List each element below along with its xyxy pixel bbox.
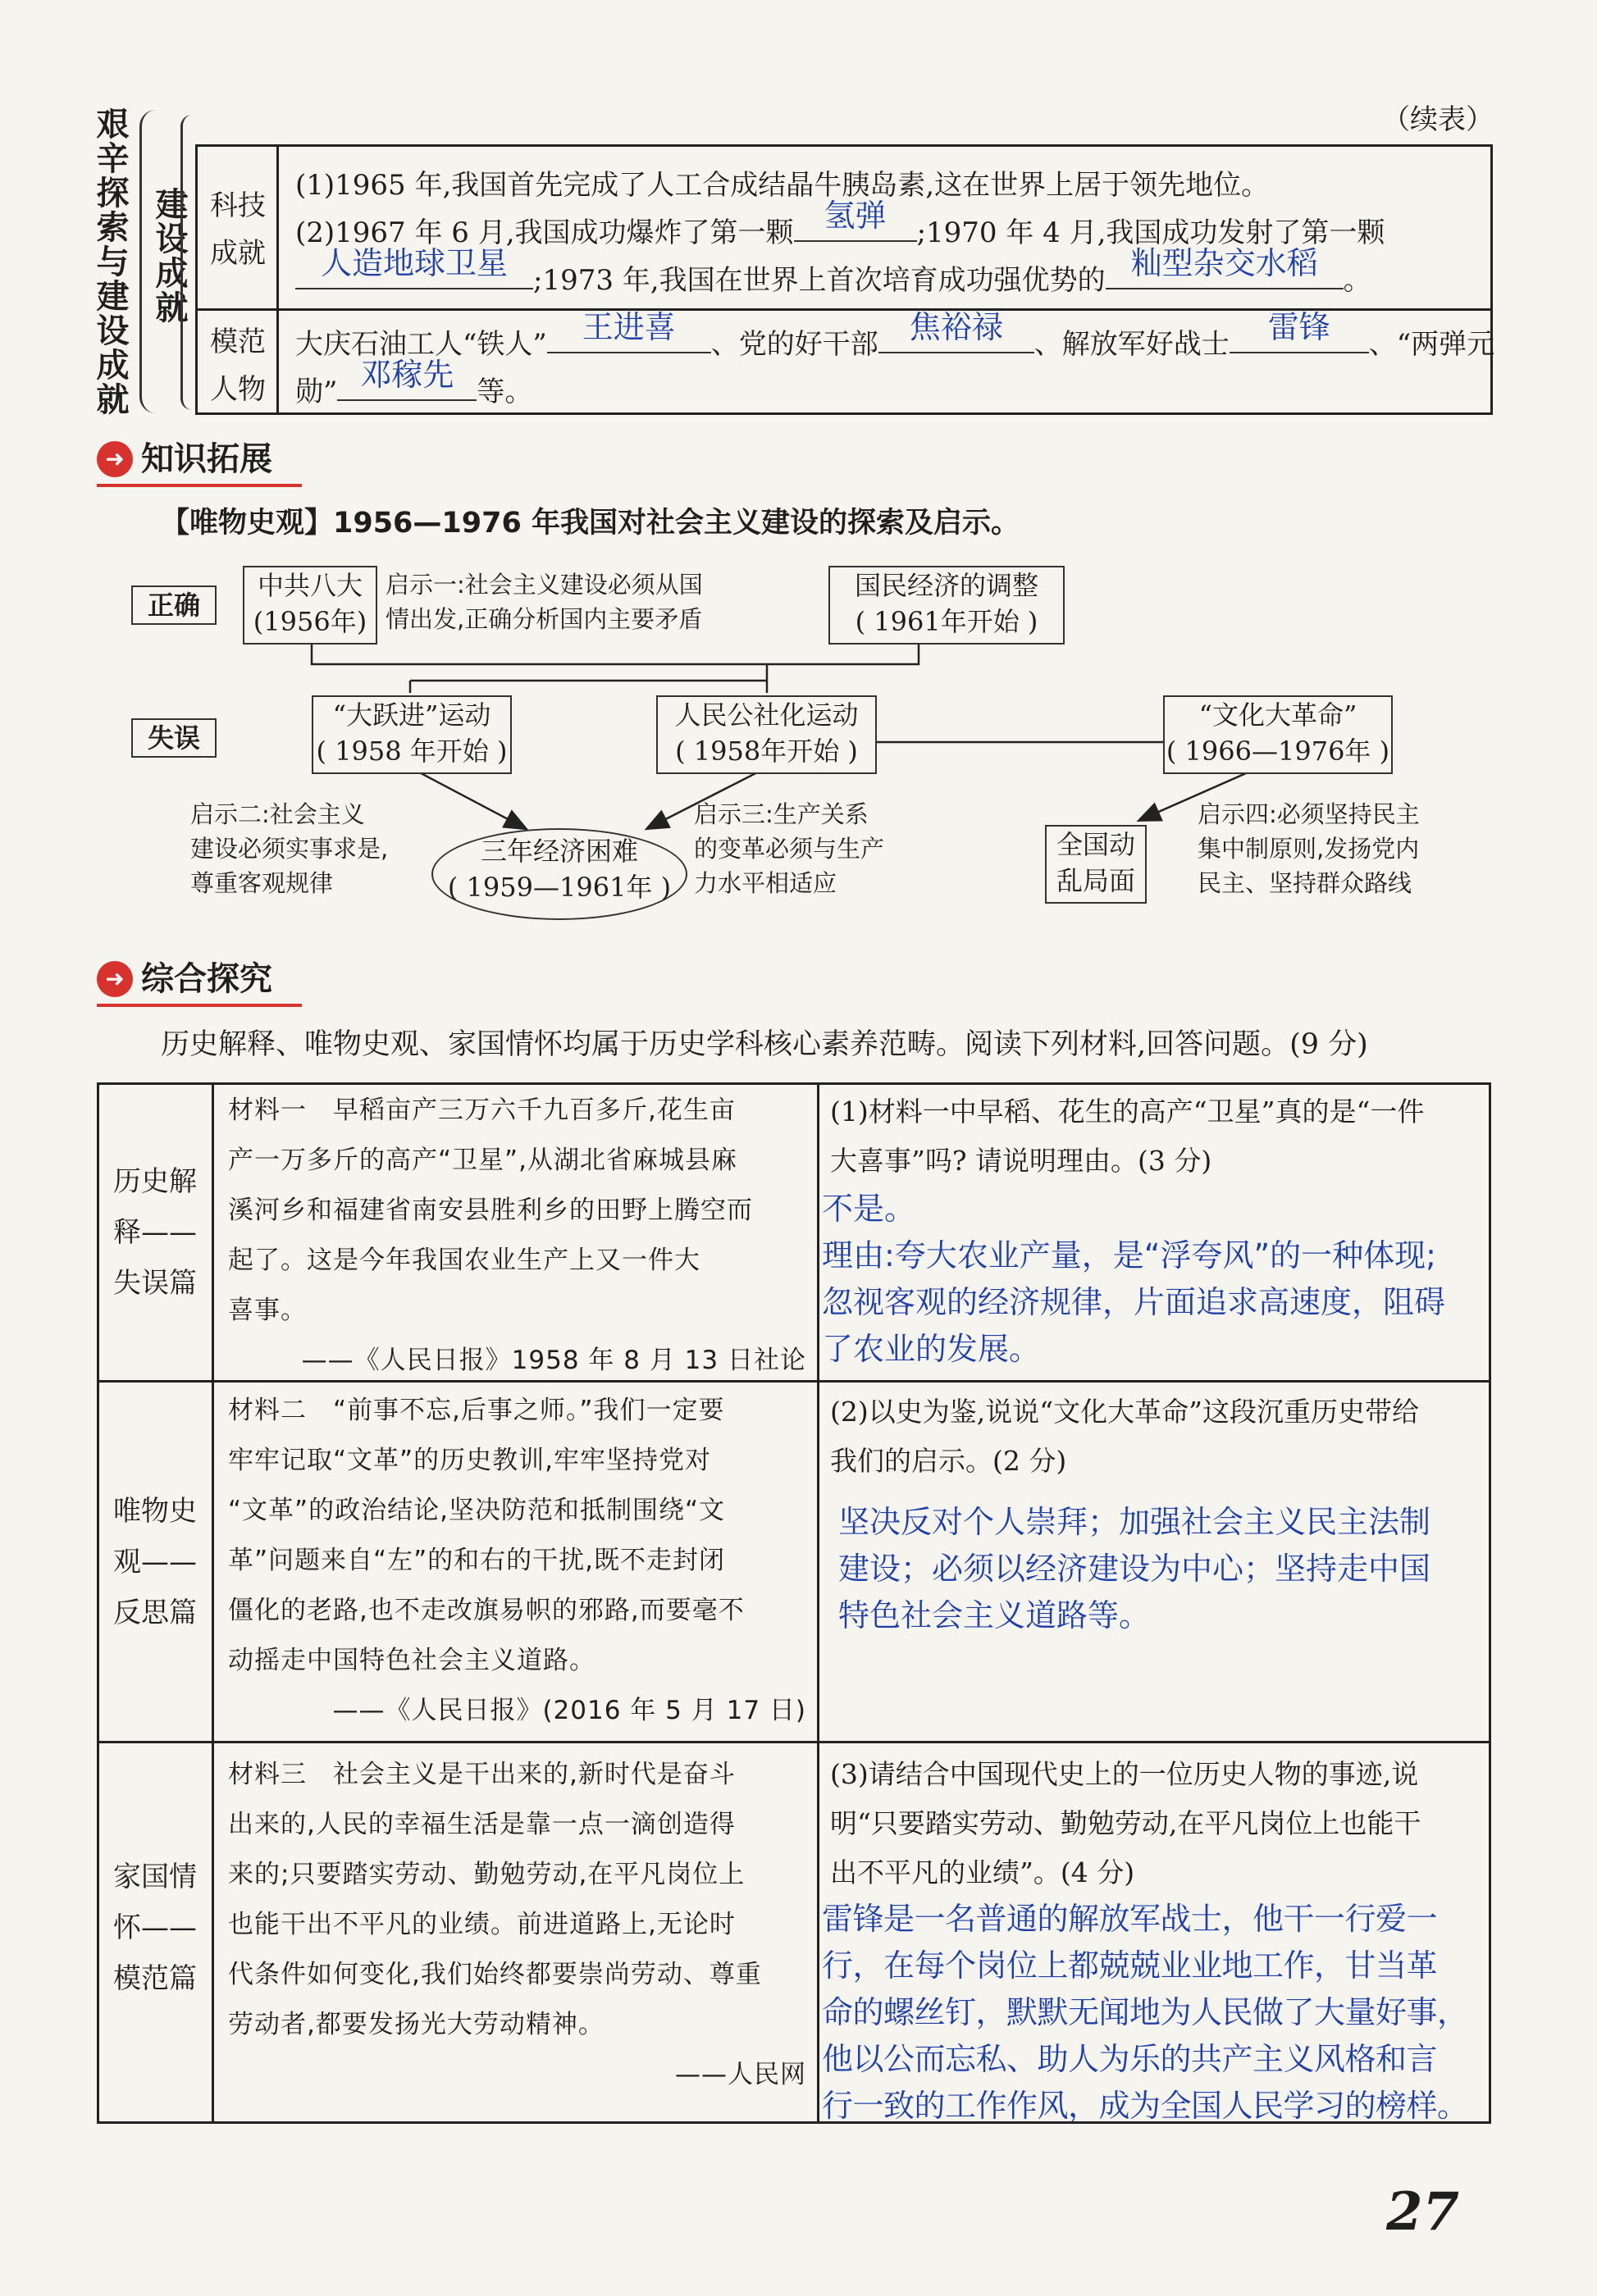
box-cultural-revolution: “文化大革命” ( 1966—1976年 ) — [1163, 695, 1393, 774]
note-lesson-1: 启示一:社会主义建设必须从国 情出发,正确分析国内主要矛盾 — [386, 571, 703, 633]
question-1: (1)材料一中早稻、花生的高产“卫星”真的是“一件 大喜事”吗? 请说明理由。(3 分) — [830, 1096, 1425, 1177]
answer-1: 不是。 理由:夸大农业产量，是“浮夸风”的一种体现; 忽视客观的经济规律，片面追求高速度，阻碍 了农业的发展。 — [822, 1191, 1446, 1367]
question-3: (3)请结合中国现代史上的一位历史人物的事迹,说 明“只要踏实劳动、勤勉劳动,在平凡岗位上也能干 出不平凡的业绩”。(4 分) — [830, 1758, 1421, 1888]
models-line-1: 大庆石油工人“铁人” 王进喜 、党的好干部 焦裕禄 、解放军好战士 雷锋 、“两弹元 — [295, 309, 1495, 361]
box-eighth-congress: 中共八大 (1956年) — [243, 566, 377, 645]
box-economy-adjustment: 国民经济的调整 ( 1961年开始 ) — [828, 566, 1065, 645]
comprehensive-intro: 历史解释、唯物史观、家国情怀均属于历史学科核心素养范畴。阅读下列材料,回答问题。(9 分) — [161, 1028, 1368, 1061]
row-label-explanation: 历史解 释—— 失误篇 — [113, 1165, 197, 1300]
answer-jiao-yulu: 焦裕禄 — [909, 309, 1003, 345]
comprehensive-header — [97, 956, 310, 1002]
question-2: (2)以史为鉴,说说“文化大革命”这段沉重历史带给 我们的启示。(2 分) — [830, 1396, 1419, 1477]
material-1-source: ——《人民日报》1958 年 8 月 13 日社论 — [301, 1346, 806, 1375]
answer-hybrid-rice: 籼型杂交水稻 — [1130, 245, 1318, 281]
category-models: 模范人物 — [210, 326, 266, 406]
arrow-icon: ➜ — [97, 961, 133, 997]
science-line-2: (2)1967 年 6 月,我国成功爆炸了第一颗 氢弹 ;1970 年 4 月,我国成功发射了第一颗 — [295, 198, 1385, 249]
science-line-1: (1)1965 年,我国首先完成了人工合成结晶牛胰岛素,这在世界上居于领先地位。 — [295, 169, 1270, 202]
page-number: 27 — [1386, 2181, 1460, 2243]
answer-deng-jiaxian: 邓稼先 — [360, 357, 454, 393]
answer-hydrogen-bomb: 氢弹 — [824, 198, 887, 234]
box-great-leap: “大跃进”运动 ( 1958 年开始 ) — [312, 695, 512, 774]
side-label: 艰辛探索与建设成就 — [91, 107, 129, 417]
note-lesson-4: 启示四:必须坚持民主 集中制原则,发扬党内 民主、坚持群众路线 — [1198, 800, 1420, 897]
comprehensive-title: 综合探究 — [141, 960, 272, 998]
models-line-2: 勋” 邓稼先 等。 — [295, 357, 533, 408]
science-line-3: 人造地球卫星 ;1973 年,我国在世界上首次培育成功强优势的 籼型杂交水稻 。 — [295, 256, 1371, 305]
row-label-materialism: 唯物史 观—— 反思篇 — [113, 1495, 197, 1629]
box-three-year-hardship: 三年经济困难 ( 1959—1961年 ) — [431, 828, 687, 920]
row-label-patriotism: 家国情 怀—— 模范篇 — [113, 1861, 197, 1995]
knowledge-intro: 【唯物史观】1956—1976 年我国对社会主义建设的探索及启示。 — [161, 507, 1020, 540]
answer-wang-jinxi: 王进喜 — [582, 309, 676, 345]
label-correct: 正确 — [131, 585, 217, 625]
knowledge-title: 知识拓展 — [141, 440, 272, 478]
label-mistake: 失误 — [131, 718, 217, 758]
box-nationwide-chaos: 全国动 乱局面 — [1045, 825, 1147, 904]
answer-2: 坚决反对个人崇拜；加强社会主义民主法制 建设；必须以经济建设为中心；坚持走中国 特色社会主义道路等。 — [838, 1504, 1431, 1633]
arrow-icon: ➜ — [97, 441, 133, 477]
answer-lei-feng: 雷锋 — [1267, 309, 1330, 345]
box-peoples-commune: 人民公社化运动 ( 1958年开始 ) — [656, 695, 877, 774]
note-lesson-2: 启示二:社会主义 建设必须实事求是, 尊重客观规律 — [190, 800, 389, 897]
answer-3: 雷锋是一名普通的解放军战士，他干一行爱一 行，在每个岗位上都兢兢业业地工作，甘当革 命的螺丝钉，默默无闻地为人民做了大量好事， 他以公而忘私、助人为乐的共产主义风格和言 行一致的工作作风，成为全国人民学习的榜样。 — [822, 1901, 1468, 2124]
answer-satellite: 人造地球卫星 — [320, 245, 508, 281]
sub-label: 建设成就 — [150, 187, 188, 325]
material-2: 材料二 “前事不忘,后事之师。”我们一定要 牢牢记取“文革”的历史教训,牢牢坚持党对 “文革”的政治结论,坚决防范和抵制围绕“文 革”问题来自“左”的和右的干扰,既不走封闭 僵化的老路,也不走改旗易帜的邪路,而要毫不 动摇走中国特色社会主义道路。 ——《人民日报》(2016 年 5 月 17 日) — [228, 1386, 806, 1736]
category-science: 科技成就 — [210, 189, 266, 270]
material-2-source: ——《人民日报》(2016 年 5 月 17 日) — [332, 1696, 806, 1725]
material-1: 材料一 早稻亩产三万六千九百多斤,花生亩 产一万多斤的高产“卫星”,从湖北省麻城县麻 溪河乡和福建省南安县胜利乡的田野上腾空而 起了。这是今年我国农业生产上又一件大 喜事。 ——《人民日报》1958 年 8 月 13 日社论 — [228, 1086, 806, 1386]
continued-label: （续表） — [1382, 103, 1494, 136]
material-3: 材料三 社会主义是干出来的,新时代是奋斗 出来的,人民的幸福生活是靠一点一滴创造得 来的;只要踏实劳动、勤勉劳动,在平凡岗位上 也能干出不平凡的业绩。前进道路上,无论时 代条件如何变化,我们始终都要崇尚劳动、尊重 劳动者,都要发扬光大劳动精神。 ——人民网 — [228, 1750, 806, 2100]
note-lesson-3: 启示三:生产关系 的变革必须与生产 力水平相适应 — [694, 800, 885, 897]
material-3-source: ——人民网 — [675, 2060, 806, 2089]
